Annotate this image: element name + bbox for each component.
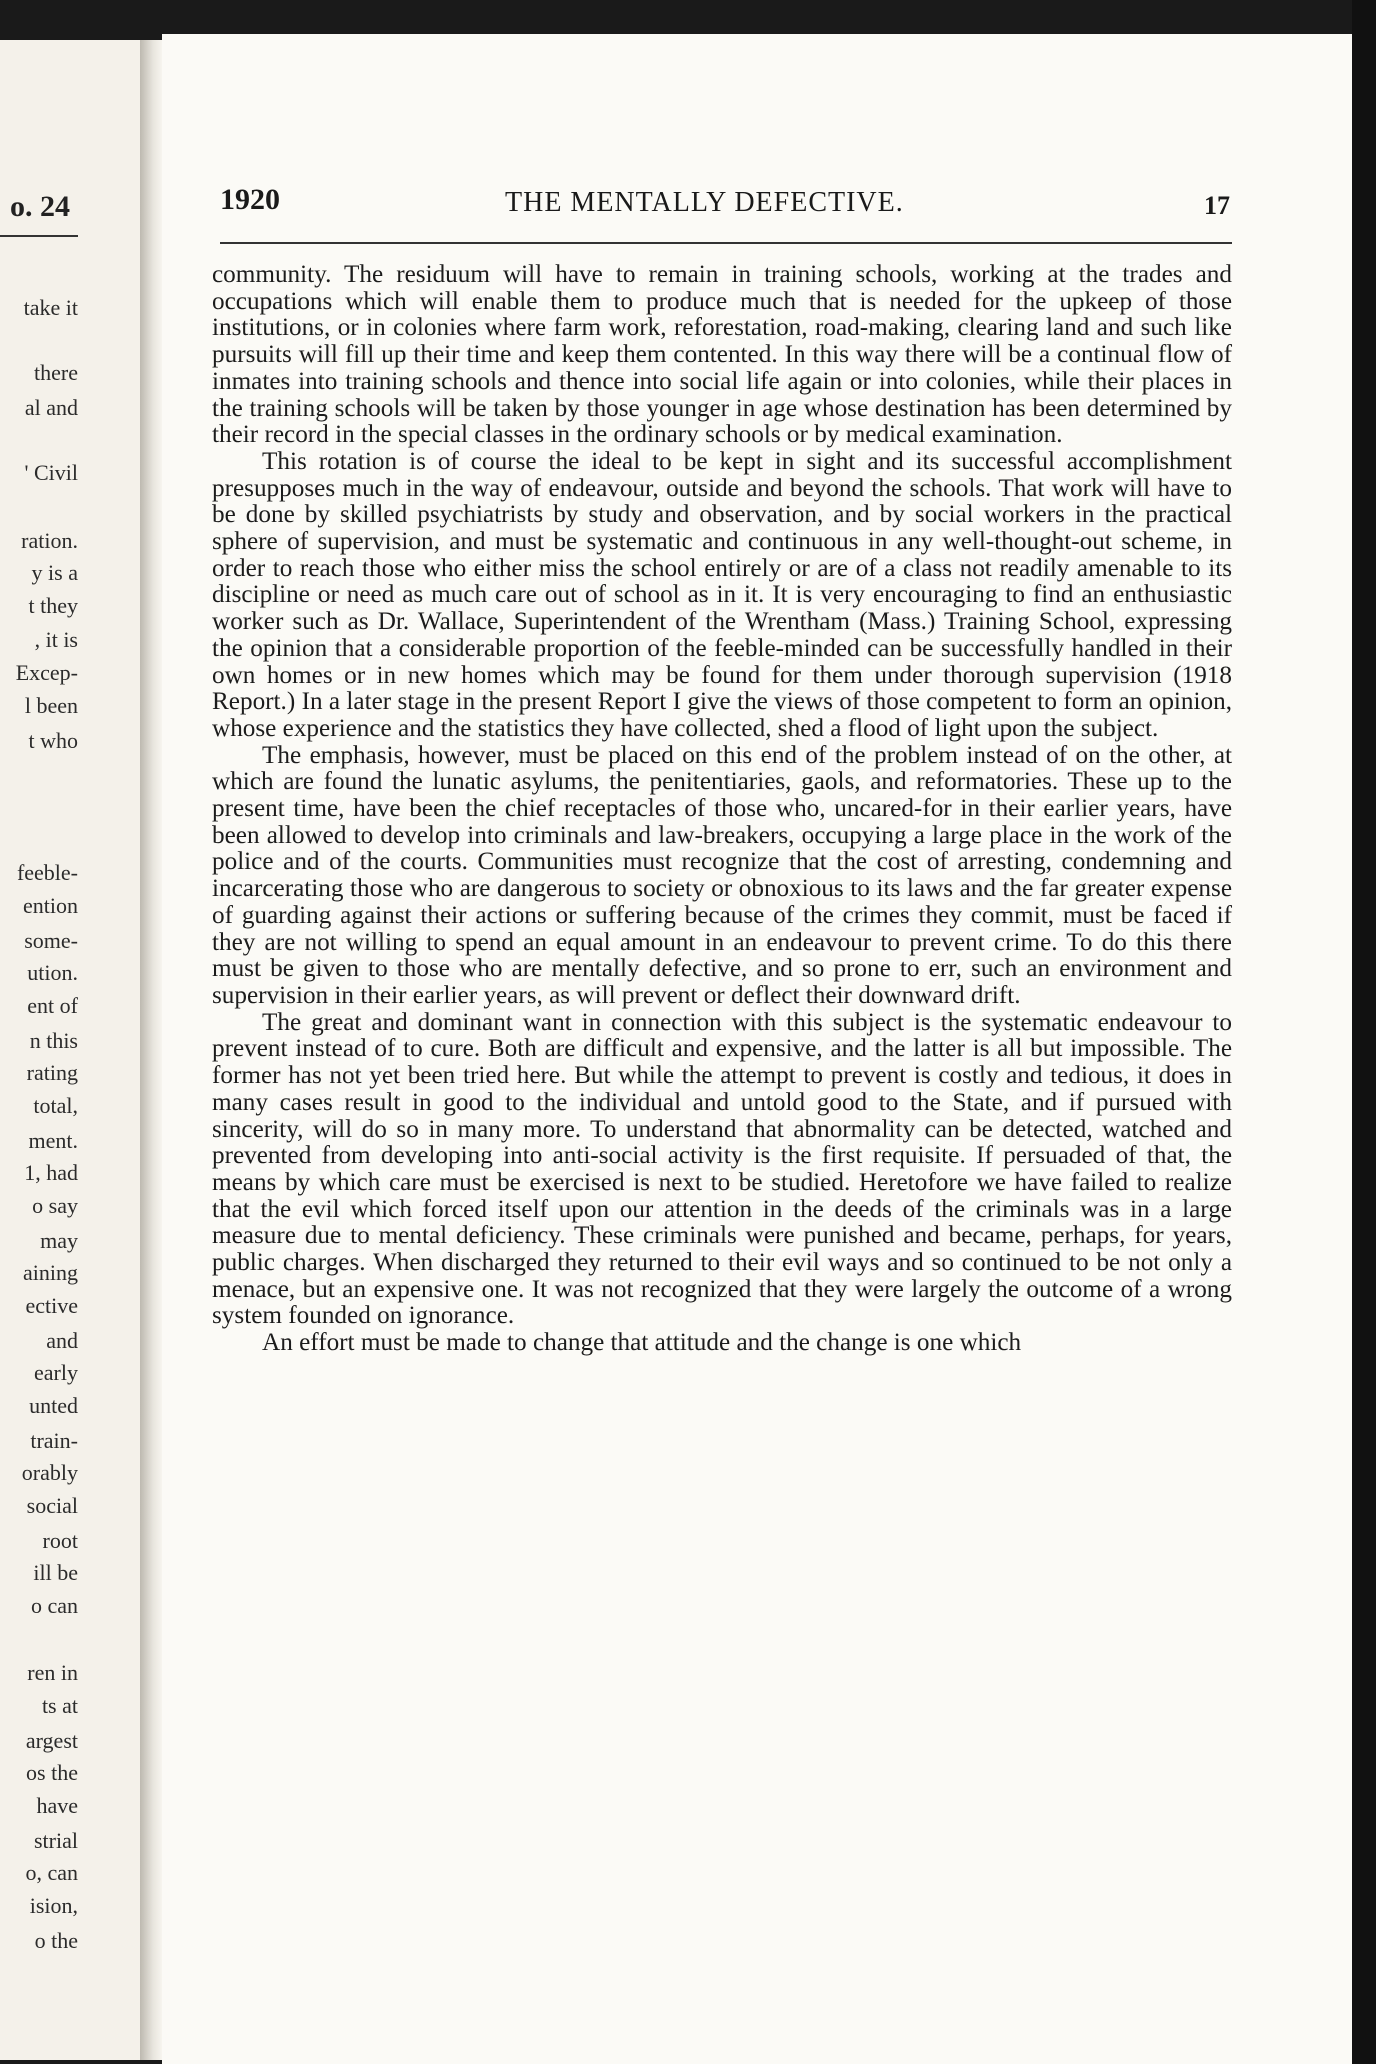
left-page-line: root	[42, 1528, 78, 1553]
left-page-line: ration.	[21, 528, 78, 553]
left-page-line: Excep-	[15, 660, 78, 685]
left-page-line: os the	[26, 1760, 78, 1785]
left-page-line: ren in	[27, 1660, 78, 1685]
left-page-line: o can	[30, 1593, 78, 1618]
left-page-rule	[0, 235, 78, 237]
left-page-line: and	[46, 1328, 78, 1353]
left-page-line: l been	[24, 693, 78, 718]
left-page-line: may	[40, 1228, 78, 1253]
left-page-line: total,	[33, 1093, 78, 1118]
book-gutter	[140, 40, 162, 2060]
left-page-line: ent of	[27, 993, 78, 1018]
left-page-line: al and	[24, 395, 78, 420]
page-number: 17	[1204, 191, 1230, 220]
running-head-year: 1920	[220, 183, 280, 216]
left-page-line: argest	[25, 1728, 78, 1753]
left-page-line: y is a	[31, 560, 78, 585]
paragraph-1: community. The residuum will have to remain in training schools, working at the trades and occupations which will enable them to produce much that is needed for the upkeep of those institutions, or in colonies where farm work, reforestation, road-making, clearing land and such like pursuits will fill up their time and keep them contented. In this way there will be a continual flow of inmates into training schools and thence into social life again or into colonies, while their places in the training schools will be taken by those younger in age whose destination has been determined by their record in the special classes in the ordinary schools or by medical examination.	[212, 261, 1232, 449]
paragraph-2: This rotation is of course the ideal to be kept in sight and its successful accomplishment presupposes much in the way of endeavour, outside and beyond the schools. That work will have to be done by skilled psychiatrists by study and observation, and by social workers in the practical sphere of supervision, and must be systematic and continuous in any well-thought-out scheme, in order to reach those who either miss the school entirely or are of a class not readily amenable to its discipline or need as much care out of school as in it. It is very encouraging to find an enthusiastic worker such as Dr. Wallace, Superintendent of the Wrentham (Mass.) Training School, expressing the opinion that a considerable proportion of the feeble-minded can be successfully handled in their own homes or in new homes which may be found for them under thorough supervision (1918 Report.) In a later stage in the present Report I give the views of those competent to form an opinion, whose experience and the statistics they have collected, shed a flood of light upon the subject.	[212, 447, 1232, 742]
left-page-line: t they	[28, 593, 78, 618]
left-page-line: o, can	[25, 1860, 78, 1885]
left-page-line: there	[34, 360, 78, 385]
left-page-line: o the	[34, 1928, 78, 1953]
left-facing-page	[0, 40, 140, 2060]
left-page-line: orably	[21, 1460, 78, 1485]
left-page-line: ective	[25, 1293, 78, 1318]
left-page-line: train-	[30, 1428, 78, 1453]
left-page-line: , it is	[34, 627, 78, 652]
paragraph-5: An effort must be made to change that attitude and the change is one which	[262, 1329, 1022, 1357]
running-head	[220, 155, 1230, 220]
left-page-line: strial	[34, 1828, 78, 1853]
left-page-line: ision,	[29, 1893, 78, 1918]
scan-edge	[1352, 0, 1376, 2064]
left-page-line: ts at	[41, 1693, 78, 1718]
header-rule	[220, 242, 1232, 244]
body-text	[212, 262, 1232, 1357]
left-page-line: ' Civil	[24, 460, 78, 485]
left-page-line: ill be	[33, 1560, 78, 1585]
left-page-line: some-	[24, 928, 78, 953]
left-page-line: unted	[29, 1393, 78, 1418]
left-page-line: ention	[23, 893, 78, 918]
running-head-title: THE MENTALLY DEFECTIVE.	[505, 187, 904, 218]
left-page-header: o. 24	[10, 190, 70, 223]
left-page-line: take it	[23, 295, 78, 320]
left-page-line: early	[34, 1360, 78, 1385]
left-page-line: social	[26, 1493, 78, 1518]
left-page-line: rating	[26, 1060, 78, 1085]
left-page-line: aining	[23, 1260, 78, 1285]
left-page-line: feeble-	[16, 860, 78, 885]
left-page-line: n this	[29, 1028, 78, 1053]
left-page-line: ution.	[27, 960, 78, 985]
left-page-line: t who	[28, 728, 78, 753]
paragraph-3: The emphasis, however, must be placed on this end of the problem instead of on the other, at which are found the lunatic asylums, the penitentiaries, gaols, and reformatories. These up to the present time, have been the chief receptacles of those who, uncared-for in their earlier years, have been allowed to develop into criminals and law-breakers, occupying a large place in the work of the police and of the courts. Communities must recognize that the cost of arresting, condemning and incarcerating those who are dangerous to society or obnoxious to its laws and the far greater expense of guarding against their actions or suffering because of the crimes they commit, must be faced if they are not willing to spend an equal amount in an endeavour to prevent crime. To do this there must be given to those who are mentally defective, and so prone to err, such an environment and supervision in their earlier years, as will prevent or deflect their downward drift.	[212, 741, 1232, 1009]
left-page-line: have	[36, 1793, 78, 1818]
left-page-line: 1, had	[24, 1160, 78, 1185]
paragraph-4: The great and dominant want in connection with this subject is the systematic endeavour to prevent instead of to cure. Both are difficult and expensive, and the latter is all but impossible. The former has not yet been tried here. But while the attempt to prevent is costly and tedious, it does in many cases result in good to the individual and untold good to the State, and if pursued with sincerity, will do so in many more. To understand that abnormality can be detected, watched and prevented from developing into anti-social activity is the first requisite. If persuaded of that, the means by which care must be exercised is next to be studied. Heretofore we have failed to realize that the evil which forced itself upon our attention in the deeds of the criminals was in a large measure due to mental deficiency. These criminals were punished and became, perhaps, for years, public charges. When discharged they returned to their evil ways and so continued to be not only a menace, but an expensive one. It was not recognized that they were largely the outcome of a wrong system founded on ignorance.	[212, 1008, 1232, 1330]
left-page-line: ment.	[28, 1128, 78, 1153]
left-page-line: o say	[32, 1193, 78, 1218]
